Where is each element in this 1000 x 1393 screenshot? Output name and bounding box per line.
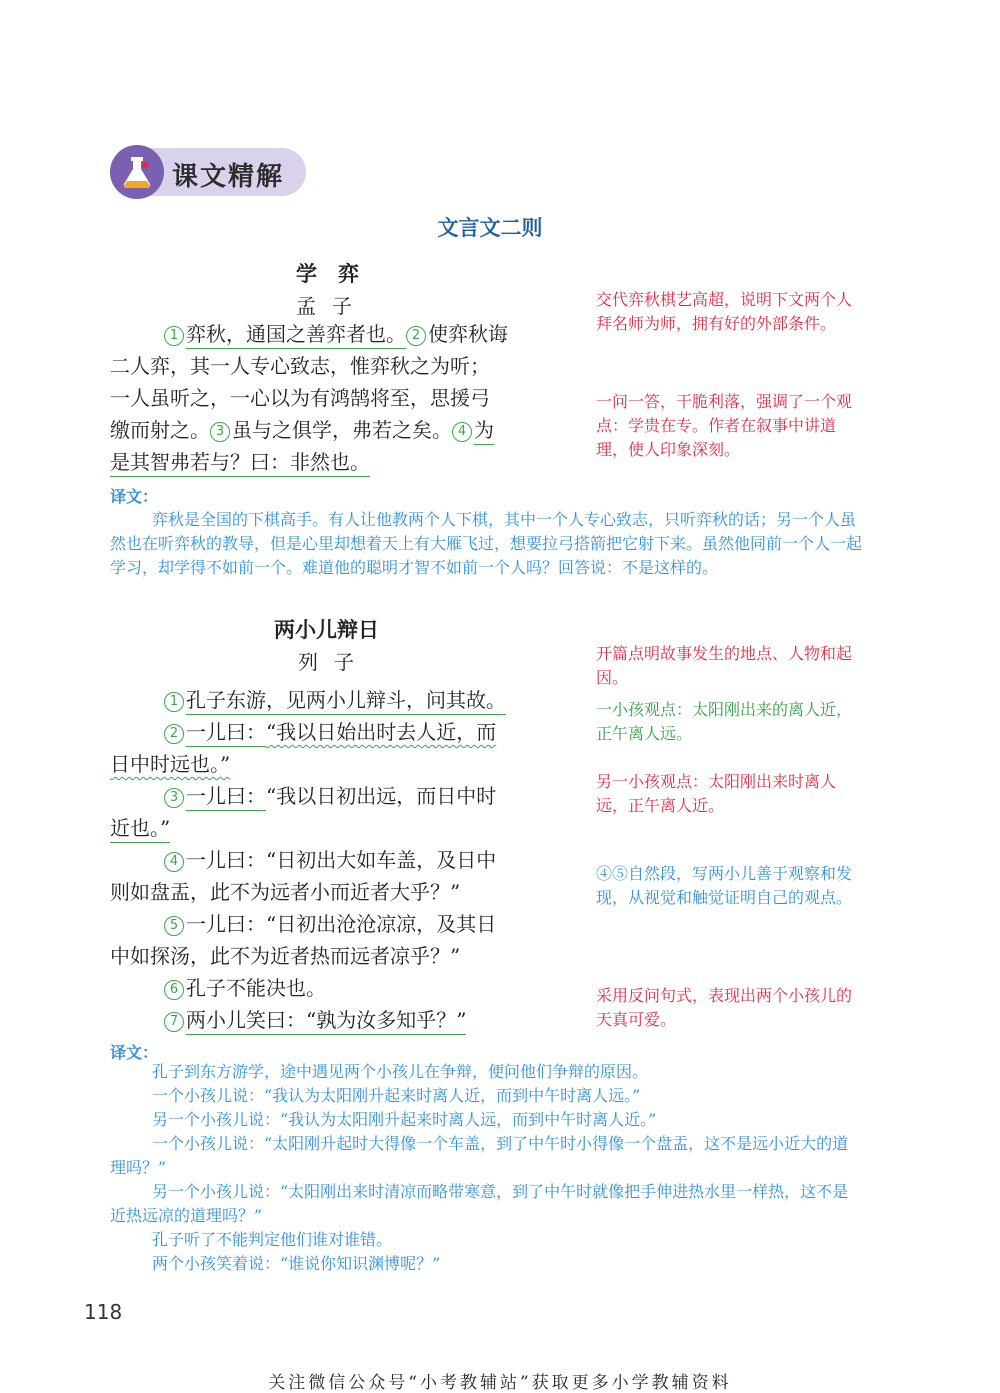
poem2-note-1: 开篇点明故事发生的地点、人物和起因。 [596, 644, 853, 687]
poem2-paragraph-5-cont: 中如探汤，此不为近者热而远者凉乎？” [110, 944, 461, 968]
poem1-line-5: 是其智弗若与？曰：非然也。 [110, 450, 370, 474]
paragraph-number: 4 [452, 422, 472, 442]
poem1-translation: 弈秋是全国的下棋高手。有人让他教两个人下棋，其中一个人专心致志，只听弈秋的话；另一个人虽然也在听弈秋的教导，但是心里却想着天上有大雁飞过，想要拉弓搭箭把它射下来。虽然他同前一个人一起学习，却学得不如前一个。难道他的聪明才智不如前一个人吗？回答说：不是这样的。 [110, 510, 863, 577]
translation-paragraph: 一个小孩儿说：“太阳刚升起时大得像一个车盖，到了中午时小得像一个盘盂，这不是远小近大的道理吗？” [110, 1134, 849, 1177]
paragraph-number: 1 [164, 692, 184, 712]
section-title: 课文精解 [172, 162, 285, 192]
poem1-title: 学 弈 [296, 262, 359, 286]
poem2-paragraph-3-cont: 近也。” [110, 816, 170, 840]
poem1-line-2: 二人弈，其一人专心致志，惟弈秋之为听； [110, 354, 490, 378]
paragraph-number: 1 [164, 326, 184, 346]
poem2-title: 两小儿辩日 [274, 618, 379, 642]
poem2-paragraph-4: 4 一儿曰：“日初出大如车盖，及日中 [164, 848, 496, 872]
paragraph-number: 3 [210, 422, 230, 442]
poem2-paragraph-7: 7 两小儿笑曰：“孰为汝多知乎？” [164, 1008, 466, 1032]
poem2-note-2: 一小孩观点：太阳刚出来的离人近，正午离人远。 [596, 700, 853, 743]
page-title: 文言文二则 [437, 216, 543, 240]
paragraph-number: 3 [164, 788, 184, 808]
page-number: 118 [84, 1300, 123, 1324]
poem2-note-5: 采用反问句式，表现出两个小孩儿的天真可爱。 [596, 986, 853, 1029]
paragraph-number: 7 [164, 1012, 184, 1032]
translation-paragraph: 孔子到东方游学，途中遇见两个小孩儿在争辩，便问他们争辩的原因。 [152, 1062, 649, 1081]
poem2-paragraph-2: 2 一儿曰：“我以日始出时去人近，而 [164, 720, 496, 744]
poem1-note-1: 交代弈秋棋艺高超，说明下文两个人拜名师为师，拥有好的外部条件。 [596, 290, 853, 333]
poem1-note-2: 一问一答，干脆利落，强调了一个观点：学贵在专。作者在叙事中讲道理，使人印象深刻。 [596, 392, 853, 459]
poem2-note-4: ④⑤自然段，写两小儿善于观察和发现，从视觉和触觉证明自己的观点。 [596, 864, 853, 907]
poem2-paragraph-6: 6 孔子不能决也。 [164, 976, 326, 1000]
poem2-paragraph-4-cont: 则如盘盂，此不为远者小而近者大乎？” [110, 880, 461, 904]
poem2-paragraph-1: 1 孔子东游，见两小儿辩斗，问其故。 [164, 688, 506, 712]
paragraph-number: 5 [164, 916, 184, 936]
translation-label: 译文： [110, 1043, 159, 1062]
translation-paragraph: 两个小孩笑着说：“谁说你知识渊博呢？” [152, 1254, 441, 1273]
poem2-author: 列子 [298, 650, 370, 674]
translation-label: 译文： [110, 487, 159, 506]
poem1-author: 孟子 [296, 294, 368, 318]
footer-note: 关注微信公众号“小考教辅站”获取更多小学教辅资料 [268, 1373, 732, 1393]
paragraph-number: 6 [164, 980, 184, 1000]
poem2-paragraph-5: 5 一儿曰：“日初出沧沧凉凉，及其日 [164, 912, 496, 936]
paragraph-number: 4 [164, 852, 184, 872]
translation-paragraph: 另一个小孩儿说：“太阳刚出来时清凉而略带寒意，到了中午时就像把手伸进热水里一样热，这不是近热远凉的道理吗？” [110, 1182, 849, 1225]
poem1-line-4: 缴而射之。 3 虽与之俱学，弗若之矣。 4 为 [110, 418, 494, 442]
poem1-line-1: 1 弈秋，通国之善弈者也。 2 使弈秋诲 [164, 322, 508, 346]
poem2-paragraph-2-cont: 日中时远也。” [110, 752, 231, 776]
poem2-translation [110, 1060, 862, 1276]
translation-paragraph: 孔子听了不能判定他们谁对谁错。 [152, 1230, 393, 1249]
paragraph-number: 2 [406, 326, 426, 346]
poem1-line-3: 一人虽听之，一心以为有鸿鹄将至，思援弓 [110, 386, 490, 410]
paragraph-number: 2 [164, 724, 184, 744]
poem2-paragraph-3: 3 一儿曰：“我以日初出远，而日中时 [164, 784, 496, 808]
translation-paragraph: 另一个小孩儿说：“我认为太阳刚升起来时离人远，而到中午时离人近。” [152, 1110, 657, 1129]
translation-paragraph: 一个小孩儿说：“我认为太阳刚升起来时离人近，而到中午时离人远。” [152, 1086, 641, 1105]
flask-icon [110, 145, 164, 199]
poem2-note-3: 另一小孩观点：太阳刚出来时离人远，正午离人近。 [596, 772, 837, 815]
